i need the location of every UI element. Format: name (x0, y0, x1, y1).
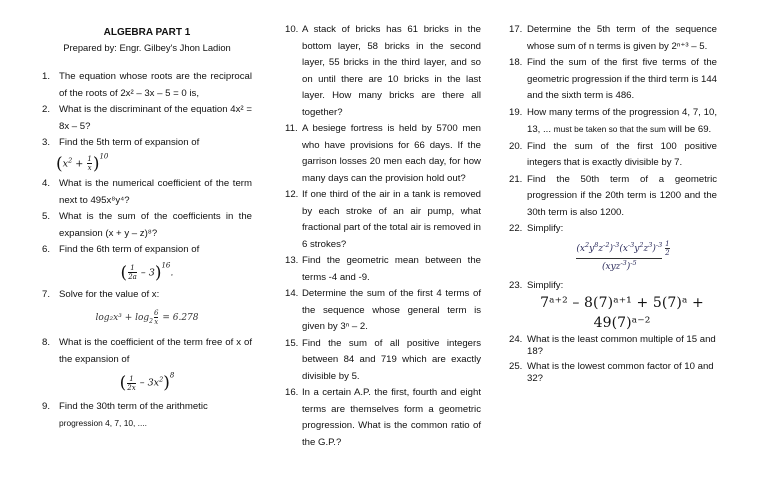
formula-22: $(x^2y^8z^{-2})^{-3}(x^{-3}y^2z^3)^{-3}$ $(xyz^{-3})^{-5}$ $\frac{1}{2}$ (576, 239, 670, 272)
question-18: 18. Find the sum of the first five terms of the geometric progression if the third term is 144 and the sixth term is 486. (509, 57, 717, 101)
page-subtitle: Prepared by: Engr. Gilbey's Jhon Ladion (63, 42, 231, 53)
question-15: 15. Find the sum of all positive integers between 84 and 719 which are exactly divisible by 5. (285, 337, 481, 382)
question-3: 3. Find the 5th term of expansion of (42, 137, 200, 148)
question-20: 20. Find the sum of the first 100 positive integers that is exactly divisible by 7. (509, 140, 717, 168)
formula-8: ( $\frac{1}{2x}$ – $3x^2)^8$ (119, 371, 175, 394)
question-2: 2. What is the discriminant of the equation 4x² = 8x – 5? (42, 104, 252, 132)
page-title: ALGEBRA PART 1 (103, 27, 191, 38)
column-middle (285, 22, 481, 451)
question-10: 10. A stack of bricks has 61 bricks in the bottom layer, 58 bricks in the second layer, 55 bricks in the third layer, and so on until there are 10 bricks in the last layer. How many bricks are there all together? (285, 24, 481, 118)
question-4: 4. What is the numerical coefficient of the term next to 495x⁸y⁴? (42, 178, 252, 206)
formula-6: ( $\frac{1}{2a}$ – 3)$^{16}$. (120, 261, 174, 283)
formula-3: ($x^2$ + $\frac{1}{x}$ )$^{10}$ (56, 152, 109, 174)
question-22: 22. Simplify: (509, 223, 564, 234)
question-14: 14. Determine the sum of the first 4 terms of the sequence whose general term is given by 3ⁿ – 2. (285, 288, 481, 332)
question-9: 9. Find the 30th term of the arithmetic progression 4, 7, 10, .... (42, 400, 208, 429)
question-23: 23. Simplify: (509, 279, 564, 291)
question-6: 6. Find the 6th term of expansion of (42, 244, 200, 255)
question-5: 5. What is the sum of the coefficients in the expansion (x + y – z)⁸? (42, 211, 252, 239)
column-left (42, 22, 252, 433)
question-17: 17. Determine the 5th term of the sequence whose sum of n terms is given by 2ⁿ⁺³ – 5. (509, 24, 717, 52)
question-19: 19. How many terms of the progression 4, 7, 10, 13, ... must be taken so that the sum will be 69. (509, 106, 717, 135)
column-right (509, 22, 717, 385)
question-11: 11. A besiege fortress is held by 5700 men who have provisions for 66 days. If the garrison losses 20 men each day, for how many days can the provision hold out? (285, 123, 481, 184)
question-8: 8. What is the coefficient of the term free of x of the expansion of (42, 337, 252, 365)
question-1: 1. The equation whose roots are the reciprocal of the roots of 2x² – 3x – 5 = 0 is, (42, 71, 252, 99)
question-13: 13. Find the geometric mean between the terms -4 and -9. (285, 255, 481, 283)
question-21: 21. Find the 50th term of a geometric progression if the 20th term is 1200 and the 30th term is also 1200. (509, 173, 717, 218)
question-16: 16. In a certain A.P. the first, fourth and eight terms are themselves form a geometric progression. What is the common ratio of the G.P.? (285, 387, 481, 448)
formula-23: 7ᵃ⁺² – 8(7)ᵃ⁺¹ + 5(7)ᵃ + 49(7)ᵃ⁻² (540, 295, 704, 331)
question-12: 12. If one third of the air in a tank is removed by each stroke of an air pump, what fractional part of the total air is removed in 6 strokes? (285, 189, 481, 250)
question-7: 7. Solve for the value of x: (42, 289, 160, 300)
question-24: 24. What is the least common multiple of 15 and 18? (509, 334, 716, 357)
question-25: 25. What is the lowest common factor of 10 and 32? (509, 361, 714, 384)
formula-7: $\log_2x^3 + \log_2$ $\frac{6}{x}$ = 6.278 (95, 308, 199, 326)
